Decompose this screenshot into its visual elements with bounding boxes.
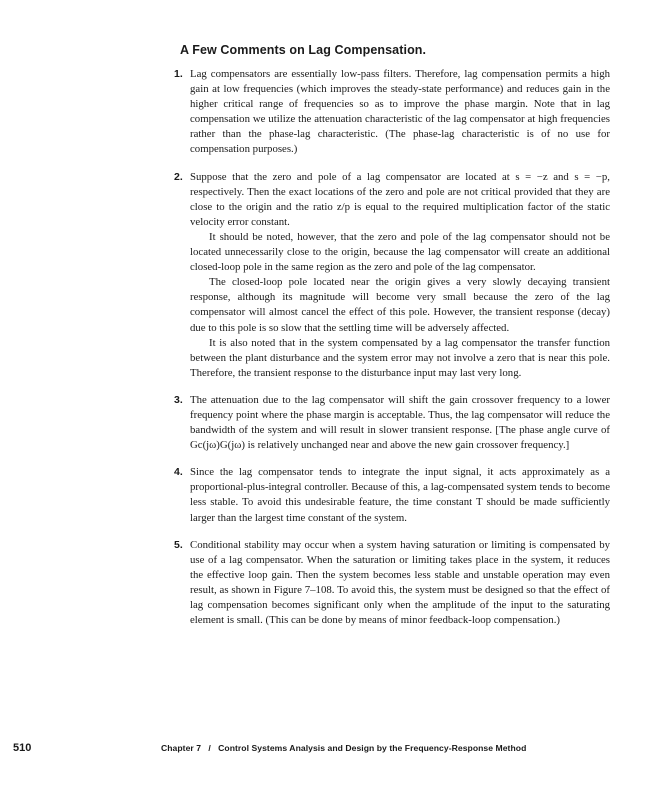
item-number: 3. bbox=[174, 393, 183, 406]
section-title: A Few Comments on Lag Compensation. bbox=[180, 43, 427, 57]
page-number: 510 bbox=[13, 742, 32, 754]
item-paragraph: The attenuation due to the lag compensator will shift the gain crossover frequency to a lower frequency point where the phase margin is acceptable. Thus, the lag compensator will reduce the bandwidth of the system and will result in slower transient response. [The phase angle curve of Gc(jω)G(jω) is relatively unchanged near and above the new gain crossover frequency.] bbox=[190, 393, 610, 452]
item-paragraph: Suppose that the zero and pole of a lag compensator are located at s = −z and s = −p, respectively. Then the exact locations of the zero and pole are not critical provided that they are close to the origin and the ratio z/p is equal to the required multiplication factor of the static velocity error constant. bbox=[190, 170, 610, 228]
comment-item-2 bbox=[174, 170, 610, 381]
item-number: 2. bbox=[174, 170, 183, 183]
comment-list bbox=[174, 67, 610, 640]
item-paragraph: It is also noted that in the system compensated by a lag compensator the transfer function between the plant disturbance and the system error may not involve a zero that is near this pole. Therefore, the transient response to the disturbance input may last very long. bbox=[190, 336, 610, 379]
item-number: 4. bbox=[174, 466, 183, 479]
item-paragraph: Lag compensators are essentially low-pass filters. Therefore, lag compensation permits a high gain at low frequencies (which improves the steady-state performance) and reduces gain in the higher critical range of frequencies so as to improve the phase margin. Note that in lag compensation we utilize the attenuation characteristic of the lag compensator at high frequencies rather than the phase-lag characteristic. (The phase-lag characteristic is of no use for compensation purposes.) bbox=[190, 68, 610, 156]
comment-item-3 bbox=[174, 393, 610, 453]
comment-item-4 bbox=[174, 465, 610, 525]
item-paragraph: Since the lag compensator tends to integrate the input signal, it acts approximately as a proportional-plus-integral controller. Because of this, a lag-compensated system tends to become less stable. To avoid this undesirable feature, the time constant T should be made sufficiently larger than the largest time constant of the system. bbox=[190, 466, 610, 524]
item-number: 1. bbox=[174, 68, 183, 80]
item-paragraph: The closed-loop pole located near the origin gives a very slowly decaying transient response, although its magnitude will become very small because the zero of the lag compensator will almost cancel the effect of this pole. However, the transient response (decay) due to this pole is so slow that the settling time will be adversely affected. bbox=[190, 276, 610, 334]
comment-item-1 bbox=[174, 67, 610, 158]
item-number: 5. bbox=[174, 538, 183, 551]
running-head: Chapter 7 / Control Systems Analysis and Design by the Frequency-Response Method bbox=[161, 743, 527, 753]
item-paragraph: It should be noted, however, that the zero and pole of the lag compensator should not be located unnecessarily close to the origin, because the lag compensator will create an additional closed-loop pole in the same region as the zero and pole of the lag compensator. bbox=[190, 230, 610, 274]
page-footer bbox=[0, 742, 653, 756]
comment-item-5 bbox=[174, 538, 610, 629]
item-paragraph: Conditional stability may occur when a system having saturation or limiting is compensated by use of a lag compensator. When the saturation or limiting takes place in the system, it reduces the effective loop gain. Then the system becomes less stable and unstable operation may even result, as shown in Figure 7–108. To avoid this, the system must be designed so that the effect of lag compensation becomes significant only when the amplitude of the input to the saturating element is small. (This can be done by means of minor feedback-loop compensation.) bbox=[190, 538, 610, 627]
